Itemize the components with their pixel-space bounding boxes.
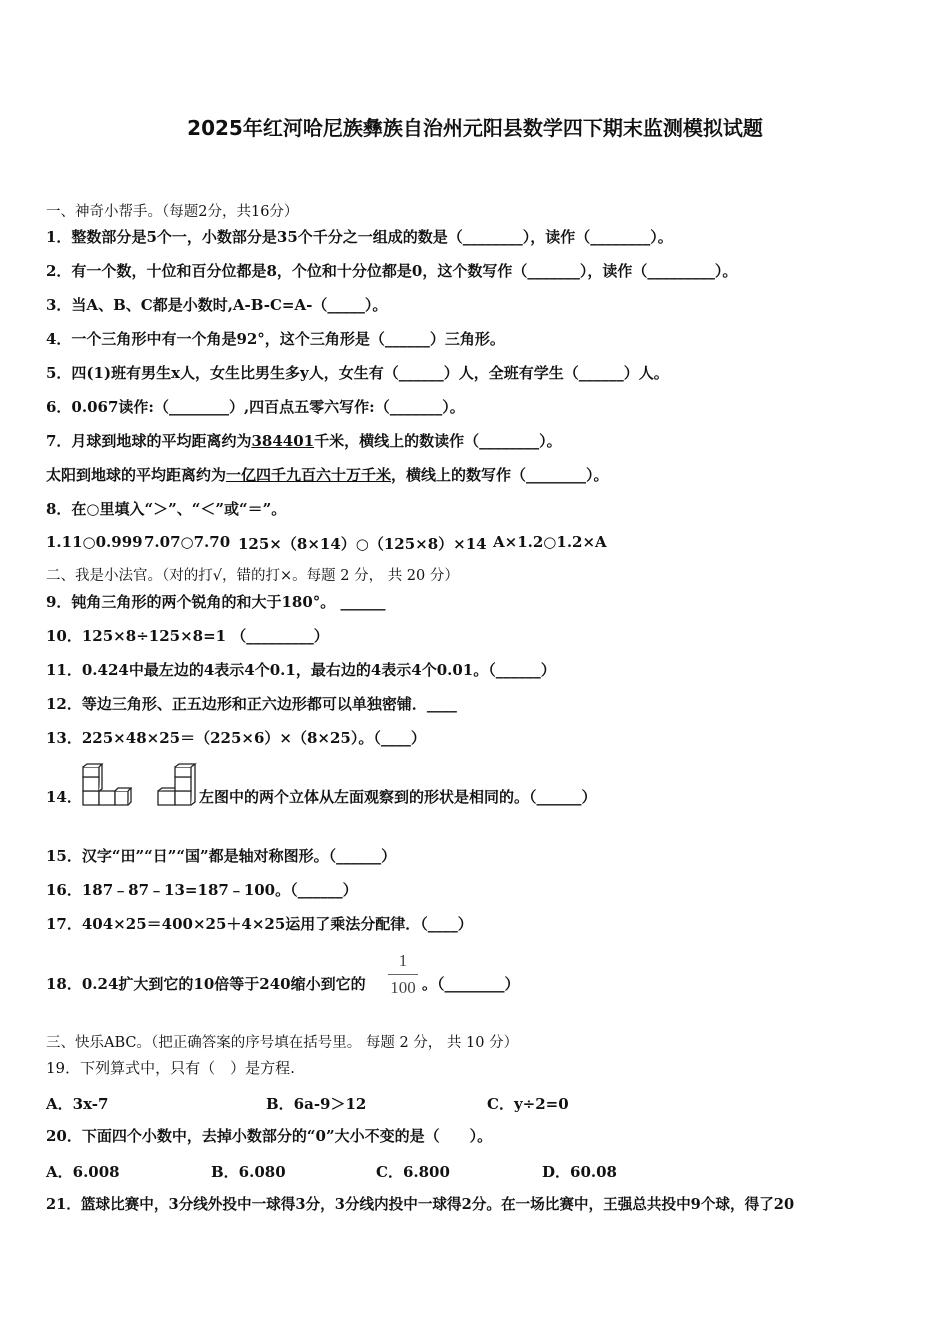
question-16: 16．187﹣87﹣13=187﹣100。（______） (46, 881, 358, 899)
sun-distance-words: 一亿四千九百六十万千米 (226, 466, 392, 484)
question-7a (46, 431, 562, 451)
fraction-one-hundredth (386, 950, 420, 999)
question-18-suffix: 。（________） (422, 975, 520, 993)
question-14-number: 14． (46, 788, 82, 806)
question-21: 21．篮球比赛中，3分线外投中一球得3分，3分线内投中一球得2分。在一场比赛中，王强总共投中9个球，得了20 (46, 1196, 795, 1213)
question-13: 13．225×48×25＝（225×6）×（8×25）。（____） (46, 729, 426, 747)
question-14-text: 左图中的两个立体从左面观察到的形状是相同的。（______） (199, 788, 597, 806)
q20-option-d: D．60.08 (542, 1163, 617, 1181)
fraction-numerator: 1 (398, 951, 408, 970)
fraction-bar (388, 974, 418, 975)
question-7b (46, 465, 609, 485)
q20-option-c: C．6.800 (376, 1163, 450, 1181)
q8-item-1: 1.11○0.999 (46, 533, 143, 551)
fraction-denominator: 100 (390, 978, 416, 997)
question-11: 11．0.424中最左边的4表示4个0.1，最右边的4表示4个0.01。（______） (46, 661, 556, 679)
question-7b-suffix: ，横线上的数写作（________）。 (391, 466, 609, 484)
moon-distance-number: 384401 (251, 432, 315, 450)
question-15: 15．汉字“田”“日”“国”都是轴对称图形。（______） (46, 847, 397, 865)
question-1: 1．整数部分是5个一，小数部分是35个千分之一组成的数是（________），读作（________）。 (46, 228, 673, 246)
question-20: 20．下面四个小数中，去掉小数部分的“0”大小不变的是（ ）。 (46, 1127, 493, 1145)
cube-stack-figure-2 (155, 763, 199, 807)
question-12: 12．等边三角形、正五边形和正六边形都可以单独密铺．____ (46, 695, 457, 713)
section-1-heading: 一、神奇小帮手。（每题2分，共16分） (46, 204, 299, 220)
cube-stack-figure-1 (80, 763, 132, 807)
q8-item-3: 125×（8×14）○（125×8）×14 (238, 535, 487, 553)
section-3-heading: 三、快乐ABC。（把正确答案的序号填在括号里。 每题 2 分， 共 10 分） (46, 1035, 519, 1051)
question-5: 5．四(1)班有男生x人，女生比男生多y人，女生有（______）人，全班有学生（______）人。 (46, 364, 669, 382)
q19-option-b: B．6a-9＞12 (266, 1095, 367, 1113)
question-2: 2．有一个数，十位和百分位都是8，个位和十分位都是0，这个数写作（_______），读作（_________）。 (46, 262, 738, 280)
question-9: 9．钝角三角形的两个锐角的和大于180°。 ______ (46, 593, 386, 611)
page-title: 2025年红河哈尼族彝族自治州元阳县数学四下期末监测模拟试题 (187, 116, 763, 140)
q19-option-c: C．y÷2=0 (487, 1095, 569, 1113)
question-7a-prefix: 7．月球到地球的平均距离约为 (46, 432, 252, 450)
q8-item-4: A×1.2○1.2×A (493, 533, 607, 551)
question-19: 19．下列算式中，只有（ ）是方程. (46, 1059, 295, 1077)
question-10: 10．125×8÷125×8=1 （_________） (46, 627, 329, 645)
question-7b-prefix: 太阳到地球的平均距离约为 (46, 466, 227, 484)
q20-option-a: A．6.008 (46, 1163, 120, 1181)
q20-option-b: B．6.080 (211, 1163, 286, 1181)
question-8: 8．在○里填入“＞”、“＜”或“＝”。 (46, 500, 287, 518)
question-3: 3．当A、B、C都是小数时,A-B-C=A-（_____）。 (46, 296, 388, 314)
question-6: 6．0.067读作:（________）,四百点五零六写作:（_______）。 (46, 398, 465, 416)
question-7a-suffix: 千米，横线上的数读作（________）。 (314, 432, 562, 450)
section-2-heading: 二、我是小法官。（对的打√，错的打×。每题 2 分， 共 20 分） (46, 568, 459, 584)
question-4: 4．一个三角形中有一个角是92°，这个三角形是（______）三角形。 (46, 330, 505, 348)
q19-option-a: A．3x-7 (46, 1095, 109, 1113)
question-18-prefix: 18．0.24扩大到它的10倍等于240缩小到它的 (46, 975, 366, 993)
q8-item-2: 7.07○7.70 (144, 533, 231, 551)
question-17: 17．404×25＝400×25＋4×25运用了乘法分配律．（____） (46, 915, 473, 933)
